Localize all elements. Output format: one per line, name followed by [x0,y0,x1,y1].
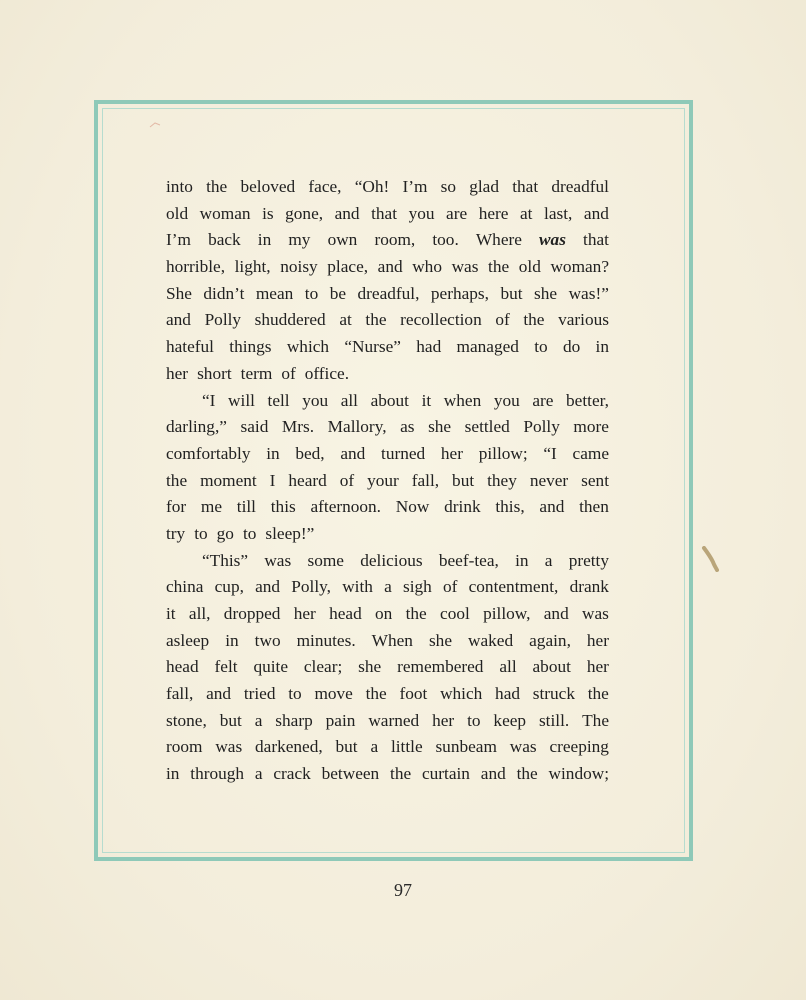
word: her [586,630,609,650]
word: to [467,710,481,730]
word: and [377,257,403,277]
word: to [194,523,208,543]
word: when [443,390,482,410]
word: me [200,497,223,517]
text-line [166,254,609,281]
word: tell [267,390,290,410]
word: and [166,310,191,330]
text-line [166,468,609,495]
word: all [340,390,358,410]
text-line [166,441,609,468]
word: hateful [166,337,214,357]
word: sleep!” [265,523,315,543]
word: creeping [549,737,609,757]
word: the [587,684,609,704]
word: then [579,497,609,517]
word: between [321,764,380,784]
word: Mrs. [281,417,315,437]
word: “Oh! [354,177,390,196]
word: fall, [166,684,194,704]
word: some [307,550,344,570]
word: warned [368,710,420,730]
word: comfortably [166,443,251,463]
word: The [582,710,609,730]
word: various [558,310,609,330]
word: was [509,737,537,757]
word: at [339,310,352,330]
text-line [166,628,609,655]
word: darling,” [166,417,227,437]
word: this [270,497,296,517]
word: a [370,737,379,757]
word: term [240,363,273,383]
word: with [342,577,373,597]
word: and [480,764,506,784]
word: was [582,604,609,623]
text-line [166,201,609,228]
text-line [166,601,609,628]
word: better, [566,390,609,410]
word: office. [304,363,350,383]
word: Polly [523,417,560,437]
word: never [529,470,569,490]
word: light, [234,257,271,277]
word: She [166,283,192,303]
word: you [493,390,520,410]
word: to [534,337,548,357]
word: are [532,390,554,410]
word: try [166,523,186,543]
word: again, [529,630,571,650]
word: I’m [166,230,191,250]
word: drank [569,577,609,597]
word: she [358,657,382,677]
word: about [370,390,409,410]
word: dreadful [551,177,609,196]
word: to [304,283,319,303]
word: on [375,604,393,623]
word: woman? [550,257,609,277]
word: so [440,177,457,196]
word: and [340,443,366,463]
word: you [302,390,329,410]
word: minutes. [296,630,356,650]
word: drink [444,497,481,517]
word: all [499,657,517,677]
word: noisy [280,257,318,277]
word: “I [543,443,557,463]
word: her [586,657,609,677]
word: in [266,443,280,463]
word: “I [202,390,216,410]
word: of [281,363,296,383]
word: my [288,230,311,250]
body-text [166,174,609,788]
word: head [329,604,362,623]
word: her [440,443,463,463]
word: but [219,710,242,730]
word: the [166,470,188,490]
word: bed, [295,443,325,463]
word: about [532,657,571,677]
word: Polly, [291,577,331,597]
word: “Nurse” [344,337,401,357]
word: china [166,577,204,597]
word: short [197,363,232,383]
text-line [166,521,609,548]
word: the [365,310,387,330]
word: clear; [303,657,343,677]
word: two [254,630,281,650]
word: her [293,604,316,623]
word: room, [374,230,416,250]
word: woman [199,203,251,223]
text-line [166,548,609,575]
word: glad [469,177,499,196]
word: she [534,283,558,303]
word: a [254,764,263,784]
word: into [166,177,193,196]
word: mean [255,283,294,303]
word: move [314,684,353,704]
word: the [206,177,228,196]
text-line [166,734,609,761]
word: which [440,684,483,704]
word: had [416,337,442,357]
text-line [166,174,609,201]
word: pain [325,710,356,730]
word: still. [538,710,570,730]
word: tried [243,684,276,704]
text-line [166,361,609,388]
text-line [166,281,609,308]
word: and [543,604,569,623]
text-line [166,681,609,708]
word: When [371,630,413,650]
word: place, [327,257,369,277]
word: you [408,203,435,223]
word: go [216,523,234,543]
word: a [384,577,392,597]
word: was!” [568,283,609,303]
word: window; [548,764,609,784]
text-line [166,334,609,361]
word: Polly [204,310,242,330]
word: curtain [421,764,470,784]
word: pillow; [478,443,528,463]
word: said [240,417,269,437]
word: of [339,470,355,490]
word: afternoon. [310,497,382,517]
word: Now [395,497,430,517]
word: sunbeam [435,737,497,757]
text-line [166,761,609,788]
word: “This” [202,550,249,570]
word: beef-tea, [438,550,499,570]
word: till [236,497,256,517]
word: dreadful, [357,283,420,303]
word: be [329,283,347,303]
word: that [371,203,398,223]
word: sharp [275,710,313,730]
text-line [166,388,609,415]
word: darkened, [255,737,323,757]
word: will [228,390,255,410]
word: gone, [285,203,324,223]
word: was [264,550,292,570]
word: stone, [166,710,207,730]
word: this, [495,497,525,517]
word: do [562,337,581,357]
word: the [523,310,545,330]
word: I [269,470,276,490]
word: I’m [402,177,428,196]
word: the [390,764,412,784]
word: remembered [397,657,484,677]
word: to [288,684,302,704]
text-line [166,227,609,254]
word: Mallory, [327,417,387,437]
word: the [516,764,538,784]
text-line [166,574,609,601]
word: too. [432,230,459,250]
word: but [335,737,358,757]
word: managed [456,337,519,357]
word: but [500,283,523,303]
word: the [365,684,387,704]
word: it [421,390,432,410]
word: head [166,657,199,677]
word: at [520,203,533,223]
word: sent [581,470,609,490]
text-line [166,307,609,334]
word: heard [288,470,327,490]
word: her [166,363,189,383]
word: in [166,764,180,784]
word: to [242,523,257,543]
word: it [166,604,176,623]
word: of [495,310,510,330]
word: old [518,257,541,277]
word: last, [544,203,573,223]
text-line [166,708,609,735]
word: she [428,417,452,437]
word: cup, [214,577,244,597]
word: quite [253,657,288,677]
word: sigh [403,577,432,597]
word: a [254,710,263,730]
word: didn’t [203,283,245,303]
word: in [225,630,239,650]
word: dropped [223,604,281,623]
word: and [206,684,232,704]
word: is [262,203,274,223]
word: for [166,497,187,517]
word: was [451,257,479,277]
word: that [512,177,539,196]
word: the [488,257,510,277]
ink-smudge-icon [701,546,719,572]
word: of [443,577,458,597]
word: horrible, [166,257,226,277]
word: things [229,337,272,357]
word: in [257,230,272,250]
word: shuddered [254,310,326,330]
word: was [215,737,243,757]
word: own [327,230,358,250]
word: had [495,684,520,704]
word: more [573,417,609,437]
word: cool [440,604,470,623]
word: and [583,203,609,223]
word: they [487,470,517,490]
word: which [286,337,330,357]
word: in [515,550,529,570]
word: contentment, [468,577,559,597]
word: face, [308,177,342,196]
word: pillow, [483,604,531,623]
word: fall, [411,470,440,490]
word: waked [468,630,514,650]
word: came [572,443,609,463]
word: pretty [568,550,609,570]
word: her [432,710,455,730]
text-line [166,494,609,521]
text-line [166,414,609,441]
word: perhaps, [430,283,489,303]
word: all, [188,604,211,623]
word: recollection [400,310,482,330]
word: room [166,737,203,757]
word: foot [399,684,428,704]
word: moment [200,470,257,490]
word: but [452,470,475,490]
word: little [390,737,423,757]
word: the [405,604,427,623]
word: and [539,497,565,517]
word: she [428,630,452,650]
word: who [412,257,442,277]
word: turned [381,443,426,463]
text-line [166,654,609,681]
word: beloved [240,177,296,196]
word: back [208,230,241,250]
word: are [446,203,468,223]
word: felt [214,657,238,677]
word: your [367,470,399,490]
page-number: 97 [394,880,412,900]
word: here [478,203,509,223]
word: asleep [166,630,210,650]
word: a [544,550,553,570]
word: and [334,203,360,223]
word: crack [273,764,311,784]
word: old [166,203,189,223]
word: in [595,337,609,357]
word: keep [493,710,527,730]
word: as [400,417,415,437]
word: was [539,230,566,250]
word: through [190,764,245,784]
word: settled [464,417,510,437]
word: that [583,230,609,250]
word: and [255,577,281,597]
word: delicious [360,550,423,570]
word: struck [532,684,575,704]
word: Where [475,230,522,250]
